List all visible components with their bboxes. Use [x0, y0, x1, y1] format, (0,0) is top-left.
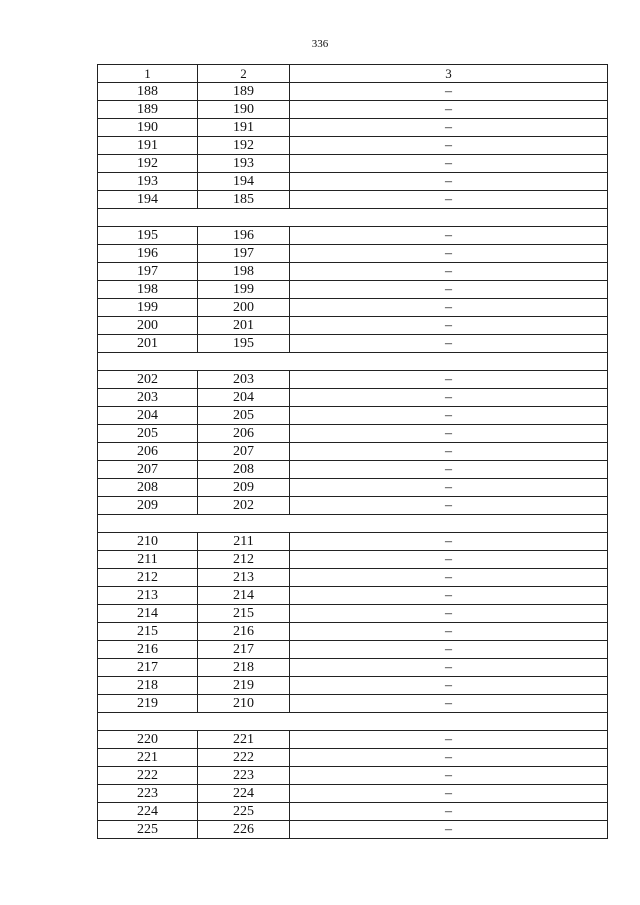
- table-cell-col1: 213: [98, 587, 198, 605]
- table-row: [98, 371, 608, 389]
- table-cell-col2: 206: [198, 425, 290, 443]
- table-cell-col3: –: [290, 119, 608, 137]
- table-cell-col1: 192: [98, 155, 198, 173]
- table-row: [98, 695, 608, 713]
- table-cell-col2: 195: [198, 335, 290, 353]
- table-cell-col2: 226: [198, 821, 290, 839]
- table-body: [98, 65, 608, 839]
- table-row: [98, 227, 608, 245]
- table-cell-col2: 200: [198, 299, 290, 317]
- table-cell-col2: 213: [198, 569, 290, 587]
- table-cell-col2: 225: [198, 803, 290, 821]
- table-cell-col2: 219: [198, 677, 290, 695]
- table-row: [98, 407, 608, 425]
- table-row: [98, 119, 608, 137]
- column-header-1: 1: [98, 65, 198, 83]
- table-cell-col1: 210: [98, 533, 198, 551]
- table-cell-col2: 189: [198, 83, 290, 101]
- table-row: [98, 335, 608, 353]
- table-cell-col2: 196: [198, 227, 290, 245]
- table-row: [98, 425, 608, 443]
- table-cell-col3: –: [290, 587, 608, 605]
- table-cell-col2: 203: [198, 371, 290, 389]
- table-cell-col1: 191: [98, 137, 198, 155]
- separator-cell: [98, 353, 608, 371]
- table-cell-col3: –: [290, 785, 608, 803]
- table-cell-col1: 208: [98, 479, 198, 497]
- table-cell-col1: 220: [98, 731, 198, 749]
- table-cell-col3: –: [290, 767, 608, 785]
- table-row: [98, 569, 608, 587]
- table-cell-col3: –: [290, 569, 608, 587]
- group-separator-row: [98, 713, 608, 731]
- separator-cell: [98, 515, 608, 533]
- table-cell-col2: 202: [198, 497, 290, 515]
- table-cell-col1: 198: [98, 281, 198, 299]
- data-table: [97, 64, 608, 839]
- table-cell-col2: 215: [198, 605, 290, 623]
- table-cell-col1: 200: [98, 317, 198, 335]
- table-cell-col1: 215: [98, 623, 198, 641]
- table-cell-col2: 212: [198, 551, 290, 569]
- table-row: [98, 623, 608, 641]
- table-row: [98, 83, 608, 101]
- table-cell-col3: –: [290, 227, 608, 245]
- table-row: [98, 731, 608, 749]
- table-cell-col1: 221: [98, 749, 198, 767]
- table-cell-col3: –: [290, 641, 608, 659]
- table-row: [98, 659, 608, 677]
- table-cell-col1: 197: [98, 263, 198, 281]
- table-cell-col1: 212: [98, 569, 198, 587]
- table-row: [98, 677, 608, 695]
- table-cell-col3: –: [290, 677, 608, 695]
- table-cell-col2: 222: [198, 749, 290, 767]
- table-cell-col1: 217: [98, 659, 198, 677]
- table-cell-col2: 211: [198, 533, 290, 551]
- table-cell-col3: –: [290, 695, 608, 713]
- table-cell-col3: –: [290, 497, 608, 515]
- table-cell-col2: 208: [198, 461, 290, 479]
- table-cell-col1: 188: [98, 83, 198, 101]
- table-cell-col3: –: [290, 263, 608, 281]
- table-cell-col2: 218: [198, 659, 290, 677]
- table-row: [98, 533, 608, 551]
- table-cell-col2: 223: [198, 767, 290, 785]
- group-separator-row: [98, 515, 608, 533]
- table-row: [98, 803, 608, 821]
- table-cell-col1: 211: [98, 551, 198, 569]
- column-header-3: 3: [290, 65, 608, 83]
- table-cell-col3: –: [290, 281, 608, 299]
- table-cell-col2: 201: [198, 317, 290, 335]
- table-cell-col1: 224: [98, 803, 198, 821]
- table-cell-col3: –: [290, 173, 608, 191]
- table-row: [98, 551, 608, 569]
- table-cell-col2: 205: [198, 407, 290, 425]
- table-row: [98, 173, 608, 191]
- table-cell-col3: –: [290, 533, 608, 551]
- table-cell-col3: –: [290, 83, 608, 101]
- table-row: [98, 461, 608, 479]
- table-cell-col3: –: [290, 659, 608, 677]
- table-cell-col1: 218: [98, 677, 198, 695]
- table-cell-col2: 217: [198, 641, 290, 659]
- table-row: [98, 785, 608, 803]
- table-cell-col2: 224: [198, 785, 290, 803]
- table-cell-col3: –: [290, 407, 608, 425]
- table-row: [98, 641, 608, 659]
- table-cell-col2: 204: [198, 389, 290, 407]
- table-cell-col1: 225: [98, 821, 198, 839]
- table-cell-col3: –: [290, 155, 608, 173]
- table-cell-col2: 194: [198, 173, 290, 191]
- group-separator-row: [98, 209, 608, 227]
- table-cell-col2: 199: [198, 281, 290, 299]
- table-row: [98, 479, 608, 497]
- table-cell-col1: 190: [98, 119, 198, 137]
- table-row: [98, 497, 608, 515]
- table-row: [98, 605, 608, 623]
- table-cell-col1: 195: [98, 227, 198, 245]
- table-cell-col2: 207: [198, 443, 290, 461]
- table-row: [98, 443, 608, 461]
- table-cell-col1: 216: [98, 641, 198, 659]
- column-header-2: 2: [198, 65, 290, 83]
- table-cell-col3: –: [290, 731, 608, 749]
- table-cell-col3: –: [290, 623, 608, 641]
- table-cell-col1: 189: [98, 101, 198, 119]
- table-row: [98, 191, 608, 209]
- table-cell-col1: 223: [98, 785, 198, 803]
- table-cell-col2: 198: [198, 263, 290, 281]
- table-cell-col1: 204: [98, 407, 198, 425]
- table-cell-col3: –: [290, 137, 608, 155]
- table-cell-col1: 214: [98, 605, 198, 623]
- table-cell-col1: 209: [98, 497, 198, 515]
- table-cell-col3: –: [290, 605, 608, 623]
- table-cell-col1: 219: [98, 695, 198, 713]
- table-cell-col1: 202: [98, 371, 198, 389]
- table-cell-col2: 197: [198, 245, 290, 263]
- table-cell-col3: –: [290, 461, 608, 479]
- table-cell-col2: 190: [198, 101, 290, 119]
- table-cell-col3: –: [290, 101, 608, 119]
- table-row: [98, 263, 608, 281]
- table-cell-col3: –: [290, 371, 608, 389]
- table-cell-col3: –: [290, 299, 608, 317]
- table-row: [98, 281, 608, 299]
- separator-cell: [98, 209, 608, 227]
- table-cell-col3: –: [290, 803, 608, 821]
- table-cell-col3: –: [290, 551, 608, 569]
- table-cell-col1: 194: [98, 191, 198, 209]
- table-cell-col1: 206: [98, 443, 198, 461]
- table-cell-col2: 185: [198, 191, 290, 209]
- table-row: [98, 245, 608, 263]
- table-cell-col2: 209: [198, 479, 290, 497]
- table-cell-col1: 205: [98, 425, 198, 443]
- group-separator-row: [98, 353, 608, 371]
- table-cell-col3: –: [290, 245, 608, 263]
- table-row: [98, 587, 608, 605]
- table-row: [98, 101, 608, 119]
- table-cell-col2: 192: [198, 137, 290, 155]
- table-row: [98, 821, 608, 839]
- table-row: [98, 767, 608, 785]
- table-cell-col3: –: [290, 389, 608, 407]
- table-cell-col2: 221: [198, 731, 290, 749]
- separator-cell: [98, 713, 608, 731]
- table-cell-col2: 214: [198, 587, 290, 605]
- table-cell-col1: 196: [98, 245, 198, 263]
- table-cell-col1: 207: [98, 461, 198, 479]
- table-row: [98, 749, 608, 767]
- table-header-row: [98, 65, 608, 83]
- table-row: [98, 299, 608, 317]
- table-cell-col2: 210: [198, 695, 290, 713]
- table-cell-col1: 203: [98, 389, 198, 407]
- table-row: [98, 317, 608, 335]
- table-cell-col1: 193: [98, 173, 198, 191]
- table-row: [98, 137, 608, 155]
- table-cell-col1: 199: [98, 299, 198, 317]
- table-cell-col3: –: [290, 749, 608, 767]
- table-cell-col3: –: [290, 335, 608, 353]
- table-cell-col3: –: [290, 191, 608, 209]
- table-cell-col3: –: [290, 317, 608, 335]
- table-cell-col2: 193: [198, 155, 290, 173]
- table-cell-col1: 201: [98, 335, 198, 353]
- table-cell-col3: –: [290, 425, 608, 443]
- table-cell-col3: –: [290, 479, 608, 497]
- table-cell-col2: 216: [198, 623, 290, 641]
- table-cell-col2: 191: [198, 119, 290, 137]
- table-cell-col1: 222: [98, 767, 198, 785]
- table-row: [98, 155, 608, 173]
- table-cell-col3: –: [290, 821, 608, 839]
- table-row: [98, 389, 608, 407]
- page-number: 336: [311, 38, 329, 50]
- table-cell-col3: –: [290, 443, 608, 461]
